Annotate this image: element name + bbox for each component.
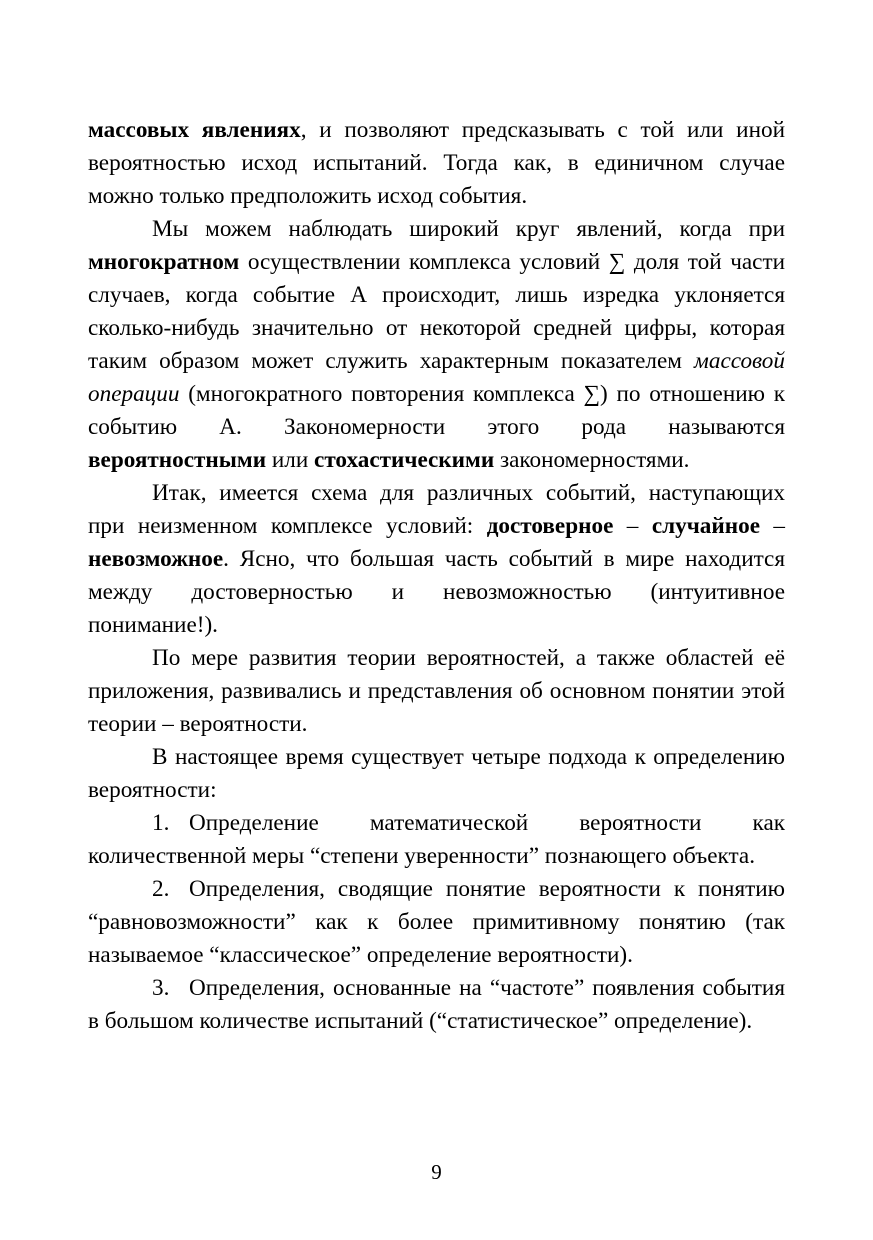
bold-term: невозможное — [88, 546, 224, 572]
list-item-text: Определение математической вероятности как количественной меры “степени уверенности” познающего объекта. — [88, 810, 785, 869]
list-item-number: 3. — [152, 975, 170, 1001]
bold-term: многократном — [88, 249, 240, 275]
bold-term: массовых явлениях — [88, 117, 301, 143]
bold-term: вероятностными — [88, 447, 267, 473]
bold-term: стохастическими — [314, 447, 495, 473]
italic-term: массовой операции — [88, 348, 785, 407]
paragraph-3: Итак, имеется схема для различных событий, наступающих при неизменном комплексе условий: достоверное – случайное – невозможное. Ясно, что большая часть событий в мире находится между достоверностью и невозможностью (интуитивное понимание!). — [88, 480, 786, 638]
paragraph-1: массовых явлениях, и позволяют предсказывать с той или иной вероятностью исход испытаний. Тогда как, в единичном случае можно только предположить исход события. — [88, 117, 785, 209]
paragraph-2: Мы можем наблюдать широкий круг явлений, когда при многократном осуществлении комплекса условий ∑ доля той части случаев, когда событие А происходит, лишь изредка уклоняется сколько-нибудь значительно от некоторой средней цифры, которая таким образом может служить характерным показателем массовой операции (многократного повторения комплекса ∑) по отношению к событию А. Закономерности этого рода называются вероятностными или стохастическими закономерностями. — [88, 216, 785, 473]
list-item-number: 1. — [152, 810, 170, 836]
list-item — [88, 873, 785, 972]
paragraph-4: По мере развития теории вероятностей, а также областей её приложения, развивались и представления об основном понятии этой теории – вероятности. — [88, 645, 785, 737]
bold-term: достоверное — [486, 513, 614, 539]
page-number: 9 — [431, 1160, 442, 1184]
page-body — [88, 114, 785, 1038]
list-item-text: Определения, сводящие понятие вероятности к понятию “равновозможности” как к более примитивному понятию (так называемое “классическое” определение вероятности). — [88, 876, 785, 968]
list-item — [88, 807, 785, 873]
paragraph-5: В настоящее время существует четыре подхода к определению вероятности: — [88, 744, 785, 803]
bold-term: случайное — [651, 513, 760, 539]
list-item-text: Определения, основанные на “частоте” появления события в большом количестве испытаний (“статистическое” определение). — [88, 975, 785, 1034]
list-item — [88, 972, 785, 1038]
list-item-number: 2. — [152, 876, 170, 902]
